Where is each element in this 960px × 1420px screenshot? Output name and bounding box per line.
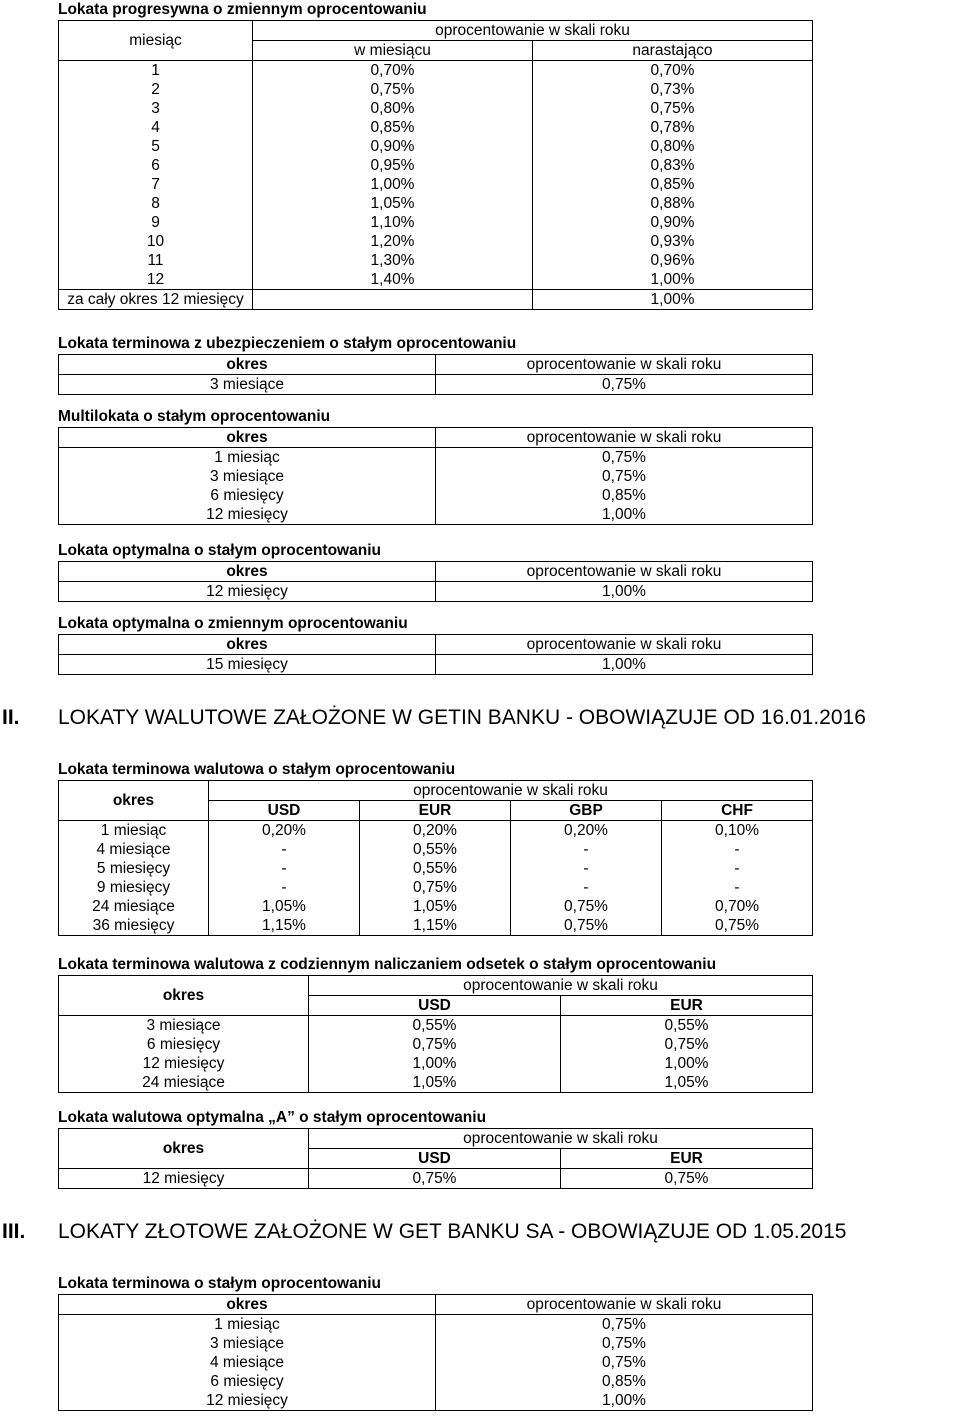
month-cell: 12: [59, 270, 253, 290]
rate-cell: 1,00%: [436, 1391, 813, 1411]
rate-cell-eur: 0,55%: [561, 1016, 813, 1036]
rate-cell: 0,75%: [436, 375, 813, 395]
rate-cell: 0,85%: [436, 1372, 813, 1391]
col-header-annual-rate: oprocentowanie w skali roku: [309, 1129, 813, 1149]
monthly-rate-cell: 1,05%: [253, 194, 533, 213]
optimal-fixed-section: [58, 541, 812, 602]
pln-term-rate-table: [58, 1294, 813, 1411]
col-header-period: okres: [59, 781, 209, 821]
rate-cell-chf: -: [662, 840, 813, 859]
table-row: [59, 916, 813, 936]
rate-cell-eur: 1,05%: [360, 897, 511, 916]
monthly-rate-cell: 1,30%: [253, 251, 533, 270]
cumulative-rate-cell: 0,78%: [533, 118, 813, 137]
table-row: [59, 1073, 813, 1093]
total-empty: [253, 290, 533, 310]
cumulative-rate-cell: 0,80%: [533, 137, 813, 156]
cumulative-rate-cell: 0,83%: [533, 156, 813, 175]
table-row: [59, 213, 813, 232]
section-heading: LOKATY WALUTOWE ZAŁOŻONE W GETIN BANKU - OBOWIĄZUJE OD 16.01.2016: [58, 706, 866, 729]
table-row: [59, 655, 813, 675]
rate-cell-usd: 0,75%: [309, 1169, 561, 1189]
optimal-variable-rate-table: [58, 634, 813, 675]
multideposit-rate-table: [58, 427, 813, 525]
table-row: [59, 897, 813, 916]
rate-cell-usd: -: [209, 878, 360, 897]
fx-daily-section: [58, 955, 812, 1093]
table-row: [59, 878, 813, 897]
optimal-fixed-rate-table: [58, 561, 813, 602]
progressive-deposit-section: [58, 0, 812, 310]
period-cell: 24 miesiące: [59, 897, 209, 916]
fx-term-rate-table: [58, 780, 813, 936]
rate-cell-gbp: 0,75%: [511, 916, 662, 936]
total-label: za cały okres 12 miesięcy: [59, 290, 253, 310]
table-row: [59, 270, 813, 290]
table-row: [59, 859, 813, 878]
col-header-annual-rate: oprocentowanie w skali roku: [309, 976, 813, 996]
period-cell: 15 miesięcy: [59, 655, 436, 675]
table-row: [59, 251, 813, 270]
month-cell: 6: [59, 156, 253, 175]
cumulative-rate-cell: 0,90%: [533, 213, 813, 232]
period-cell: 12 miesięcy: [59, 582, 436, 602]
section-title: Lokata optymalna o stałym oprocentowaniu: [58, 542, 381, 559]
period-cell: 12 miesięcy: [59, 1169, 309, 1189]
rate-cell-gbp: 0,20%: [511, 821, 662, 841]
rate-cell-chf: 0,75%: [662, 916, 813, 936]
monthly-rate-cell: 0,75%: [253, 80, 533, 99]
currency-header-usd: USD: [309, 996, 561, 1016]
col-header-period: okres: [59, 355, 436, 375]
section-title: Lokata walutowa optymalna „A” o stałym oprocentowaniu: [58, 1109, 487, 1126]
rate-cell-chf: -: [662, 878, 813, 897]
rate-cell: 0,75%: [436, 1353, 813, 1372]
col-header-annual-rate: oprocentowanie w skali roku: [436, 635, 813, 655]
rate-cell-usd: 1,15%: [209, 916, 360, 936]
rate-cell-usd: 1,05%: [209, 897, 360, 916]
period-cell: 3 miesiące: [59, 1016, 309, 1036]
table-row: [59, 232, 813, 251]
month-cell: 3: [59, 99, 253, 118]
table-row: [59, 821, 813, 841]
currency-header-chf: CHF: [662, 801, 813, 821]
section-title: Lokata terminowa walutowa z codziennym naliczaniem odsetek o stałym oprocentowaniu: [58, 956, 717, 973]
col-header-period: okres: [59, 1129, 309, 1169]
section-number: II.: [2, 706, 20, 729]
table-row: [59, 1372, 813, 1391]
rate-cell: 0,75%: [436, 467, 813, 486]
rate-cell-gbp: -: [511, 878, 662, 897]
col-header-period: okres: [59, 428, 436, 448]
table-row: [59, 137, 813, 156]
monthly-rate-cell: 0,85%: [253, 118, 533, 137]
rate-cell-eur: 1,00%: [561, 1054, 813, 1073]
fx-optimal-section: [58, 1108, 812, 1189]
table-row: [59, 840, 813, 859]
cumulative-rate-cell: 0,96%: [533, 251, 813, 270]
cumulative-rate-cell: 0,75%: [533, 99, 813, 118]
period-cell: 24 miesiące: [59, 1073, 309, 1093]
currency-header-eur: EUR: [561, 996, 813, 1016]
section-number: III.: [2, 1220, 26, 1243]
col-header-period: okres: [59, 1295, 436, 1315]
monthly-rate-cell: 0,70%: [253, 61, 533, 81]
period-cell: 36 miesięcy: [59, 916, 209, 936]
rate-cell: 0,75%: [436, 1315, 813, 1335]
period-cell: 1 miesiąc: [59, 821, 209, 841]
rate-cell-usd: 0,55%: [309, 1016, 561, 1036]
section-title: Lokata terminowa z ubezpieczeniem o stałym oprocentowaniu: [58, 335, 517, 352]
period-cell: 3 miesiące: [59, 1334, 436, 1353]
col-header-cumulative: narastająco: [533, 41, 813, 61]
section-title: Lokata optymalna o zmiennym oprocentowaniu: [58, 615, 408, 632]
section-title: Multilokata o stałym oprocentowaniu: [58, 408, 331, 425]
fx-daily-rate-table: [58, 975, 813, 1093]
rate-cell-chf: -: [662, 859, 813, 878]
rate-cell-usd: 1,00%: [309, 1054, 561, 1073]
table-row: [59, 1054, 813, 1073]
table-row: [59, 175, 813, 194]
period-cell: 6 miesięcy: [59, 1372, 436, 1391]
cumulative-rate-cell: 0,88%: [533, 194, 813, 213]
rate-cell-usd: -: [209, 840, 360, 859]
table-row: [59, 1353, 813, 1372]
table-row: [59, 448, 813, 468]
table-row: [59, 1016, 813, 1036]
rate-cell: 0,75%: [436, 1334, 813, 1353]
col-header-annual-rate: oprocentowanie w skali roku: [436, 1295, 813, 1315]
rate-cell: 1,00%: [436, 582, 813, 602]
table-row: [59, 99, 813, 118]
col-header-annual-rate: oprocentowanie w skali roku: [436, 355, 813, 375]
col-header-month: miesiąc: [59, 21, 253, 61]
progressive-rows: [59, 61, 813, 290]
currency-header-usd: USD: [209, 801, 360, 821]
table-row: [59, 486, 813, 505]
cumulative-rate-cell: 1,00%: [533, 270, 813, 290]
pln-term-section: [58, 1274, 812, 1411]
period-cell: 12 miesięcy: [59, 1391, 436, 1411]
rate-cell-eur: 0,55%: [360, 859, 511, 878]
section-heading: LOKATY ZŁOTOWE ZAŁOŻONE W GET BANKU SA - OBOWIĄZUJE OD 1.05.2015: [58, 1220, 847, 1243]
rate-cell-usd: 0,75%: [309, 1035, 561, 1054]
table-row: [59, 467, 813, 486]
period-cell: 12 miesięcy: [59, 1054, 309, 1073]
table-row: [59, 1169, 813, 1189]
section-title: Lokata terminowa walutowa o stałym oprocentowaniu: [58, 761, 456, 778]
section-title: Lokata terminowa o stałym oprocentowaniu: [58, 1275, 381, 1292]
period-cell: 1 miesiąc: [59, 448, 436, 468]
insured-deposit-section: [58, 334, 812, 395]
fx-term-section: [58, 760, 812, 936]
rate-cell: 1,00%: [436, 655, 813, 675]
rate-cell-usd: -: [209, 859, 360, 878]
month-cell: 5: [59, 137, 253, 156]
rate-cell-usd: 1,05%: [309, 1073, 561, 1093]
month-cell: 9: [59, 213, 253, 232]
table-row: [59, 61, 813, 81]
currency-header-usd: USD: [309, 1149, 561, 1169]
multideposit-section: [58, 407, 812, 525]
period-cell: 12 miesięcy: [59, 505, 436, 525]
month-cell: 2: [59, 80, 253, 99]
optimal-variable-section: [58, 614, 812, 675]
currency-header-eur: EUR: [360, 801, 511, 821]
rate-cell-chf: 0,70%: [662, 897, 813, 916]
col-header-period: okres: [59, 635, 436, 655]
rate-cell: 0,85%: [436, 486, 813, 505]
cumulative-rate-cell: 0,93%: [533, 232, 813, 251]
table-row: [59, 375, 813, 395]
table-row: [59, 156, 813, 175]
fx-optimal-rate-table: [58, 1128, 813, 1189]
rate-cell-gbp: -: [511, 840, 662, 859]
table-row: [59, 1334, 813, 1353]
month-cell: 7: [59, 175, 253, 194]
rate-cell-chf: 0,10%: [662, 821, 813, 841]
rate-cell-eur: 0,75%: [561, 1169, 813, 1189]
rate-cell-eur: 1,05%: [561, 1073, 813, 1093]
total-value: 1,00%: [533, 290, 813, 310]
period-cell: 1 miesiąc: [59, 1315, 436, 1335]
monthly-rate-cell: 0,80%: [253, 99, 533, 118]
rate-cell-eur: 0,75%: [360, 878, 511, 897]
rate-cell-gbp: 0,75%: [511, 897, 662, 916]
month-cell: 11: [59, 251, 253, 270]
table-row: [59, 1315, 813, 1335]
monthly-rate-cell: 1,20%: [253, 232, 533, 251]
col-header-annual-rate: oprocentowanie w skali roku: [436, 428, 813, 448]
monthly-rate-cell: 1,00%: [253, 175, 533, 194]
insured-rate-table: [58, 354, 813, 395]
rate-cell-eur: 0,75%: [561, 1035, 813, 1054]
col-header-annual-rate: oprocentowanie w skali roku: [253, 21, 813, 41]
monthly-rate-cell: 1,40%: [253, 270, 533, 290]
currency-header-eur: EUR: [561, 1149, 813, 1169]
rate-cell-eur: 0,55%: [360, 840, 511, 859]
col-header-period: okres: [59, 562, 436, 582]
col-header-period: okres: [59, 976, 309, 1016]
col-header-annual-rate: oprocentowanie w skali roku: [436, 562, 813, 582]
progressive-rate-table: [58, 20, 813, 310]
col-header-annual-rate: oprocentowanie w skali roku: [209, 781, 813, 801]
cumulative-rate-cell: 0,73%: [533, 80, 813, 99]
period-cell: 3 miesiące: [59, 467, 436, 486]
rate-cell-gbp: -: [511, 859, 662, 878]
rate-cell: 1,00%: [436, 505, 813, 525]
col-header-monthly: w miesiącu: [253, 41, 533, 61]
table-row: [59, 80, 813, 99]
month-cell: 10: [59, 232, 253, 251]
rate-cell-eur: 1,15%: [360, 916, 511, 936]
monthly-rate-cell: 0,90%: [253, 137, 533, 156]
cumulative-rate-cell: 0,85%: [533, 175, 813, 194]
period-cell: 3 miesiące: [59, 375, 436, 395]
table-row: [59, 582, 813, 602]
table-row: [59, 1035, 813, 1054]
month-cell: 1: [59, 61, 253, 81]
monthly-rate-cell: 1,10%: [253, 213, 533, 232]
rate-cell-eur: 0,20%: [360, 821, 511, 841]
section-title: Lokata progresywna o zmiennym oprocentowaniu: [58, 1, 427, 18]
table-row: [59, 118, 813, 137]
monthly-rate-cell: 0,95%: [253, 156, 533, 175]
period-cell: 4 miesiące: [59, 840, 209, 859]
month-cell: 4: [59, 118, 253, 137]
table-row: [59, 1391, 813, 1411]
period-cell: 6 miesięcy: [59, 1035, 309, 1054]
month-cell: 8: [59, 194, 253, 213]
cumulative-rate-cell: 0,70%: [533, 61, 813, 81]
table-row: [59, 505, 813, 525]
period-cell: 9 miesięcy: [59, 878, 209, 897]
period-cell: 5 miesięcy: [59, 859, 209, 878]
rate-cell: 0,75%: [436, 448, 813, 468]
period-cell: 6 miesięcy: [59, 486, 436, 505]
period-cell: 4 miesiące: [59, 1353, 436, 1372]
table-row: [59, 194, 813, 213]
rate-cell-usd: 0,20%: [209, 821, 360, 841]
currency-header-gbp: GBP: [511, 801, 662, 821]
